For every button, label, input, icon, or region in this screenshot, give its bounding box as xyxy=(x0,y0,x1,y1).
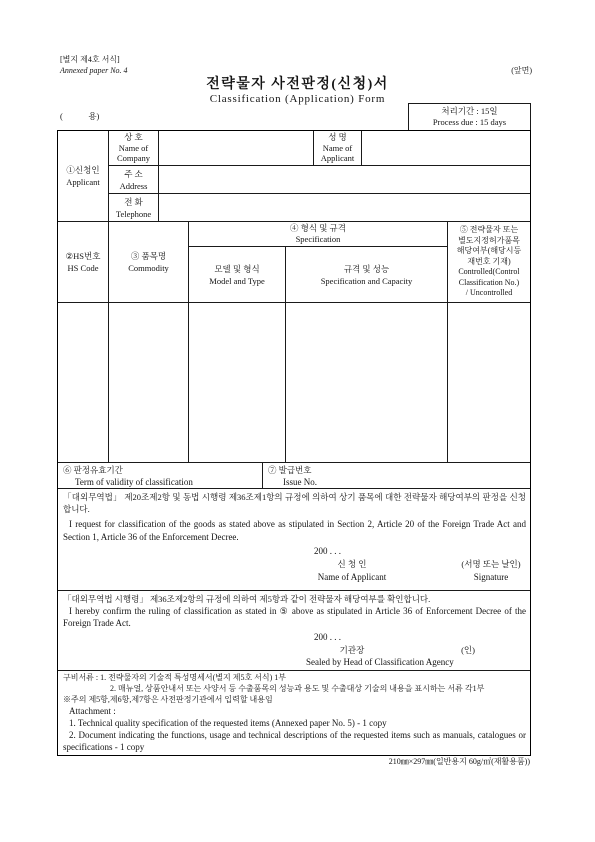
hs-code-field[interactable] xyxy=(57,302,109,463)
applicant-name-caption-en: Name of Applicant xyxy=(317,571,387,582)
attachment-item-2-en: 2. Document indicating the functions, usage and technical descriptions of the requested items such as manuals, catalogues or specifications - 1 copy xyxy=(63,730,526,752)
process-due-ko: 처리기간 : 15일 xyxy=(441,106,498,116)
spec-capacity-field[interactable] xyxy=(285,302,448,463)
agency-head-caption: 기관장 xyxy=(339,645,365,655)
process-due-box xyxy=(408,103,531,131)
form-reference-en: Annexed paper No. 4 xyxy=(60,66,128,75)
company-label-en-2: Company xyxy=(116,153,151,164)
agency-seal-caption-en: Sealed by Head of Classification Agency xyxy=(306,657,454,667)
applicant-name-label-ko: 성 명 xyxy=(328,132,347,143)
attachment-item-1-en: 1. Technical quality specification of the requested items (Annexed paper No. 5) - 1 copy xyxy=(69,718,387,728)
attachment-line-1-ko: 구비서류 : 1. 전략물자의 기술적 특성명세서(별지 제5호 서식) 1부 xyxy=(63,673,287,682)
confirmation-date: 200 . . . xyxy=(314,632,341,642)
hs-code-label-ko: ②HS번호 xyxy=(65,251,101,261)
applicant-label-cell xyxy=(57,130,109,222)
model-type-header xyxy=(188,246,286,303)
application-statement-en: I request for classification of the goods as stated above as stipulated in Section 2, Article 20 of the Foreign Trade Act and Section 1, Article 36 of the Enforcement Decree. xyxy=(63,519,526,542)
usage-field[interactable]: ( 용) xyxy=(60,111,100,121)
company-label-ko: 상 호 xyxy=(124,132,143,143)
controlled-status-header xyxy=(447,221,531,303)
applicant-name-label xyxy=(313,130,362,166)
specification-header xyxy=(188,221,448,247)
telephone-label-en: Telephone xyxy=(115,208,152,219)
controlled-label-ko-4: 재번호 기재) xyxy=(467,256,511,266)
form-subtitle: Classification (Application) Form xyxy=(209,93,386,105)
form-reference-ko: [별지 제4호 서식] xyxy=(60,55,120,64)
spec-capacity-label-ko: 규격 및 성능 xyxy=(343,263,390,274)
address-label-en: Address xyxy=(119,180,148,191)
hs-code-header xyxy=(57,221,109,303)
attachments-section xyxy=(57,670,531,756)
spec-capacity-header xyxy=(285,246,448,303)
applicant-name-label-en-1: Name of xyxy=(322,142,353,153)
company-name-label xyxy=(108,130,159,166)
address-field[interactable] xyxy=(158,165,531,194)
applicant-label-ko: ①신청인 xyxy=(66,165,100,175)
attachment-line-2-ko: 2. 매뉴얼, 상품안내서 또는 사양서 등 수출품목의 성능과 용도 및 수출대상 기술의 내용을 표시하는 서류 각1부 xyxy=(110,684,485,693)
applicant-name-field[interactable] xyxy=(361,130,531,166)
spec-capacity-label-en: Specification and Capacity xyxy=(320,275,413,286)
application-statement-ko: 「대외무역법」 제20조제2항 및 동법 시행령 제36조제1항의 규정에 의하여 상기 품목에 대한 전략물자 해당여부의 판정을 신청합니다. xyxy=(63,492,526,514)
address-label-ko: 주 소 xyxy=(124,168,143,179)
signature-caption-en: Signature xyxy=(473,571,509,582)
controlled-label-en-1: Controlled(Control xyxy=(458,267,520,277)
validity-label-en: Term of validity of classification xyxy=(75,477,193,487)
applicant-name-label-en-2: Applicant xyxy=(320,153,355,164)
controlled-label-ko-1: ⑤ 전략물자 또는 xyxy=(459,225,519,235)
confirmation-statement-ko: 「대외무역법 시행령」 제36조제2항의 규정에 의하여 제5항과 같이 전략물자 해당여부를 확인합니다. xyxy=(63,594,431,604)
confirmation-statement-section xyxy=(57,590,531,671)
agency-seal-mark[interactable]: (인) xyxy=(461,645,475,655)
issue-number-label-ko: ⑦ 발급번호 xyxy=(268,465,312,475)
signature-caption-ko: (서명 또는 날인) xyxy=(461,559,521,569)
form-title: 전략물자 사전판정(신청)서 xyxy=(206,77,389,92)
hs-code-label-en: HS Code xyxy=(67,263,99,273)
controlled-label-en-2: Classification No.) xyxy=(458,277,520,287)
telephone-label xyxy=(108,193,159,222)
attachment-note-ko: ※주의 제5항,제6항,제7항은 사전판정기관에서 입력할 내용임 xyxy=(63,695,273,704)
validity-label-ko: ⑥ 판정유효기간 xyxy=(63,465,123,475)
controlled-label-ko-2: 별도지정허가품목 xyxy=(458,235,520,245)
validity-term-cell[interactable] xyxy=(57,462,263,489)
company-label-en-1: Name of xyxy=(118,142,149,153)
company-name-field[interactable] xyxy=(158,130,314,166)
commodity-header xyxy=(108,221,189,303)
application-statement-section xyxy=(57,488,531,591)
applicant-signature-name-block xyxy=(304,558,400,583)
applicant-label-en: Applicant xyxy=(66,177,100,187)
controlled-label-ko-3: 해당여부(해당시등 xyxy=(456,246,522,256)
commodity-label-en: Commodity xyxy=(128,263,169,273)
controlled-status-field[interactable] xyxy=(447,302,531,463)
commodity-field[interactable] xyxy=(108,302,189,463)
specification-label-en: Specification xyxy=(295,234,341,244)
controlled-label-en-3: / Uncontrolled xyxy=(465,288,513,298)
issue-number-label-en: Issue No. xyxy=(283,477,317,487)
telephone-label-ko: 전 화 xyxy=(124,196,143,207)
application-date: 200 . . . xyxy=(314,546,341,556)
address-label xyxy=(108,165,159,194)
attachment-heading-en: Attachment : xyxy=(69,706,116,716)
telephone-field[interactable] xyxy=(158,193,531,222)
specification-label-ko: ④ 형식 및 규격 xyxy=(290,223,346,233)
paper-spec-footer: 210㎜×297㎜(일반용지 60g/㎡(재활용품)) xyxy=(388,757,530,766)
model-type-field[interactable] xyxy=(188,302,286,463)
issue-number-cell[interactable] xyxy=(262,462,531,489)
applicant-name-caption-ko: 신 청 인 xyxy=(337,559,367,569)
model-type-label-en: Model and Type xyxy=(209,275,265,286)
commodity-label-ko: ③ 품목명 xyxy=(130,251,167,261)
process-due-en: Process due : 15 days xyxy=(432,117,507,127)
signature-block[interactable] xyxy=(453,558,529,583)
confirmation-statement-en: I hereby confirm the ruling of classification as stated in ⑤ above as stipulated in Article 36 of Enforcement Decree of the Foreign Trade Act. xyxy=(63,606,526,628)
model-type-label-ko: 모델 및 형식 xyxy=(214,263,260,274)
page-side-label: (앞면) xyxy=(511,66,532,75)
